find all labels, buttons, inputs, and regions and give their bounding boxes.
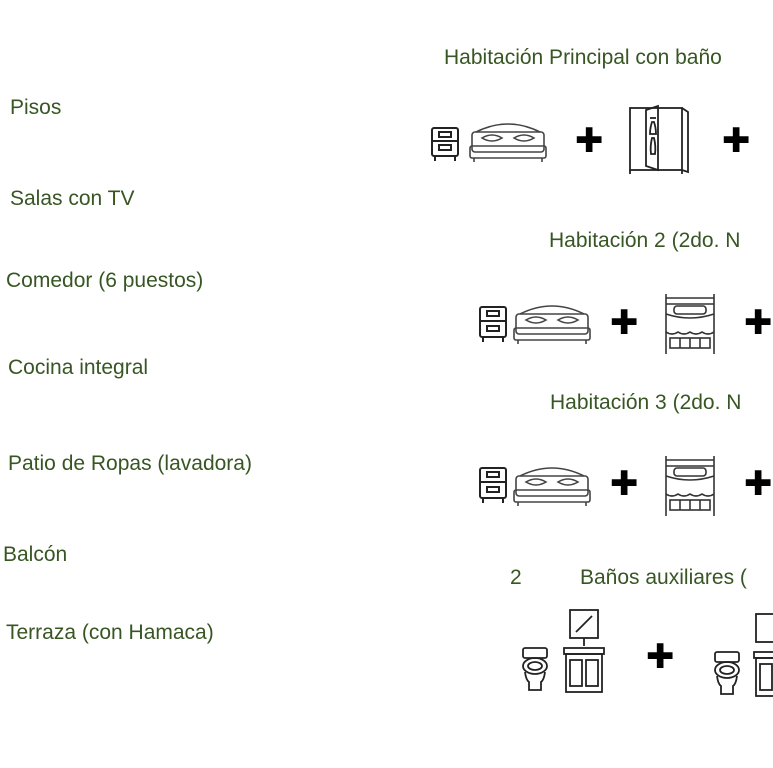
amenity-cocina: Cocina integral — [8, 356, 149, 379]
wardrobe-icon — [626, 104, 692, 176]
amenity-balcon: Balcón — [3, 543, 68, 566]
plus-icon: ✚ — [575, 122, 604, 160]
vanity-mirror-icon — [560, 608, 606, 696]
nightstand-icon — [478, 466, 508, 504]
amenity-patio-ropas: Patio de Ropas (lavadora) — [8, 452, 252, 475]
room-3-title: Habitación 3 (2do. N — [550, 391, 742, 414]
nightstand-icon — [430, 126, 460, 162]
toilet-icon — [712, 650, 742, 698]
double-bed-icon — [512, 458, 592, 508]
plus-icon: ✚ — [744, 465, 773, 503]
double-bed-icon — [468, 114, 548, 164]
amenity-terraza: Terraza (con Hamaca) — [6, 621, 214, 644]
plus-icon: ✚ — [744, 304, 773, 342]
single-bed-icon — [662, 454, 720, 518]
toilet-icon — [520, 646, 550, 694]
room-main-title: Habitación Principal con baño — [444, 46, 722, 69]
plus-icon: ✚ — [610, 304, 639, 342]
baths-count: 2 — [510, 566, 522, 589]
amenity-pisos: Pisos — [10, 96, 62, 119]
amenity-salas-tv: Salas con TV — [10, 187, 135, 210]
vanity-mirror-icon — [752, 612, 768, 700]
double-bed-icon — [512, 296, 592, 346]
amenity-comedor: Comedor (6 puestos) — [6, 269, 204, 292]
single-bed-icon — [662, 292, 720, 356]
baths-title: Baños auxiliares ( — [580, 566, 747, 589]
room-2-title: Habitación 2 (2do. N — [549, 229, 741, 252]
plus-icon: ✚ — [646, 638, 675, 676]
plus-icon: ✚ — [722, 122, 751, 160]
nightstand-icon — [478, 305, 508, 343]
plus-icon: ✚ — [610, 465, 639, 503]
